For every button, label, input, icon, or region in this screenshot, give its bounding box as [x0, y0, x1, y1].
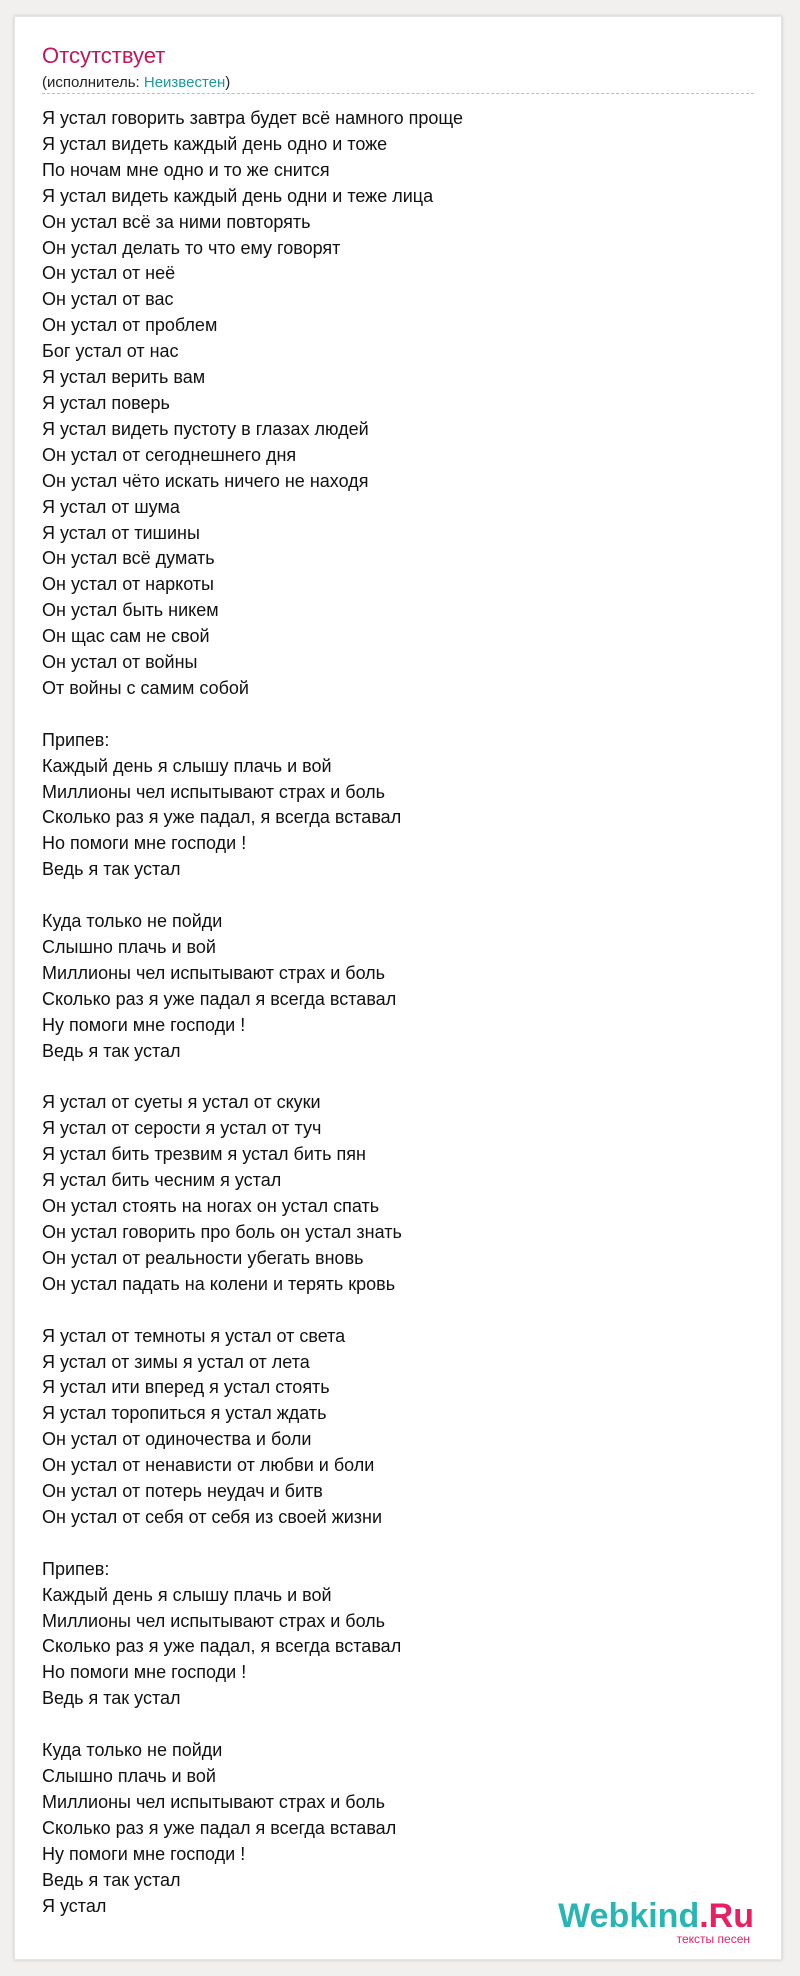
artist-suffix: ) — [225, 74, 231, 91]
logo-name: Webkind — [558, 1897, 700, 1935]
lyrics-card — [14, 16, 782, 1960]
song-title: Отсутствует — [42, 43, 166, 68]
logo-tagline: тексты песен — [676, 1932, 750, 1946]
logo-tld: .Ru — [699, 1897, 754, 1935]
artist-link[interactable]: Неизвестен — [143, 74, 226, 91]
header-divider — [42, 93, 754, 94]
logo-wordmark — [558, 1899, 754, 1933]
site-logo[interactable] — [558, 1899, 754, 1945]
artist-prefix: (исполнитель: — [42, 74, 144, 91]
artist-line — [42, 74, 230, 92]
lyrics-text: Я устал говорить завтра будет всё намного проще Я устал видеть каждый день одно и тоже По ночам мне одно и то же снится Я устал видеть каждый день одни и теже лица Он устал всё за ними повторять Он устал делать то что ему говорят Он устал от неё Он устал от вас Он устал от проблем Бог устал от нас Я устал верить вам Я устал поверь Я устал видеть пустоту в глазах людей Он устал от сегоднешнего дня Он устал чёто искать ничего не находя Я устал от шума Я устал от тишины Он устал всё думать Он устал от наркоты Он устал быть никем Он щас сам не свой Он устал от войны От войны с самим собой Припев: Каждый день я слышу плачь и вой Миллионы чел испытывают страх и боль Сколько раз я уже падал, я всегда вставал Но помоги мне господи ! Ведь я так устал Куда только не пойди Слышно плачь и вой Миллионы чел испытывают страх и боль Сколько раз я уже падал я всегда вставал Ну помоги мне господи ! Ведь я так устал Я устал от суеты я устал от скуки Я устал от серости я устал от туч Я устал бить трезвим я устал бить пян Я устал бить чесним я устал Он устал стоять на ногах он устал спать Он устал говорить про боль он устал знать Он устал от реальности убегать вновь Он устал падать на колени и терять кровь Я устал от темноты я устал от света Я устал от зимы я устал от лета Я устал ити вперед я устал стоять Я устал торопиться я устал ждать Он устал от одиночества и боли Он устал от ненависти от любви и боли Он устал от потерь неудач и битв Он устал от себя от себя из своей жизни Припев: Каждый день я слышу плачь и вой Миллионы чел испытывают страх и боль Сколько раз я уже падал, я всегда вставал Но помоги мне господи ! Ведь я так устал Куда только не пойди Слышно плачь и вой Миллионы чел испытывают страх и боль Сколько раз я уже падал я всегда вставал Ну помоги мне господи ! Ведь я так устал Я устал — [42, 108, 463, 1916]
